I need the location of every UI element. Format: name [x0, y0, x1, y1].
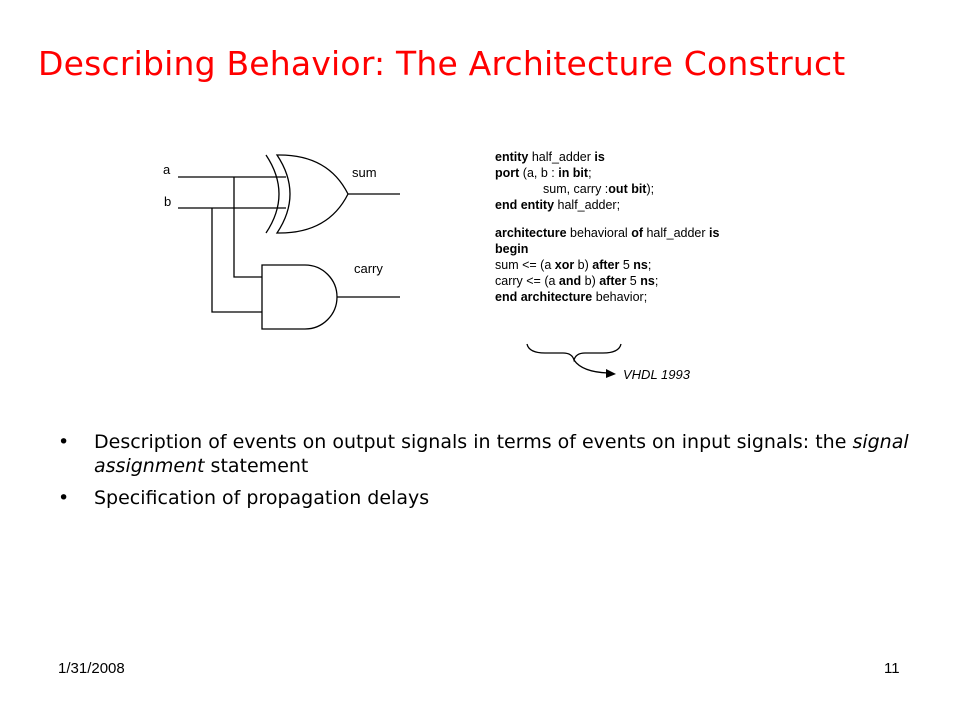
code-line: end entity half_adder; [495, 198, 621, 212]
vhdl-code-block [495, 149, 719, 305]
brace-arrowhead [606, 369, 616, 378]
and-gate [262, 265, 337, 329]
code-line: sum, carry :out bit); [543, 182, 655, 196]
brace [527, 344, 621, 360]
input-b-label: b [164, 194, 172, 209]
vhdl-version-note: VHDL 1993 [623, 367, 690, 382]
xor-gate [277, 155, 348, 233]
footer-date: 1/31/2008 [58, 660, 125, 677]
code-line: sum <= (a xor b) after 5 ns; [495, 258, 652, 272]
bullet-item: • Specification of propagation delays [58, 487, 430, 509]
footer-page-number: 11 [884, 660, 900, 677]
code-line: begin [495, 242, 529, 256]
input-a-label: a [163, 162, 171, 177]
code-line: architecture behavioral of half_adder is [495, 226, 720, 240]
code-line: end architecture behavior; [495, 290, 648, 304]
code-line: carry <= (a and b) after 5 ns; [495, 274, 659, 288]
xor-gate-extra-curve [266, 155, 279, 233]
branch-a-to-and-wire [234, 177, 262, 277]
branch-b-to-and-wire [212, 208, 262, 312]
bullet-item: • Description of events on output signals in terms of events on input signals: the signal assignment statement [58, 431, 909, 477]
sum-label: sum [352, 165, 377, 180]
carry-label: carry [354, 261, 383, 276]
bullet-list [58, 430, 918, 518]
code-line: port (a, b : in bit; [495, 166, 592, 180]
bullet-marker: • [58, 487, 70, 509]
brace-arrow-curve [574, 360, 608, 373]
bullet-marker: • [58, 431, 70, 453]
code-line: entity half_adder is [495, 150, 605, 164]
slide-title: Describing Behavior: The Architecture Construct [38, 44, 846, 83]
